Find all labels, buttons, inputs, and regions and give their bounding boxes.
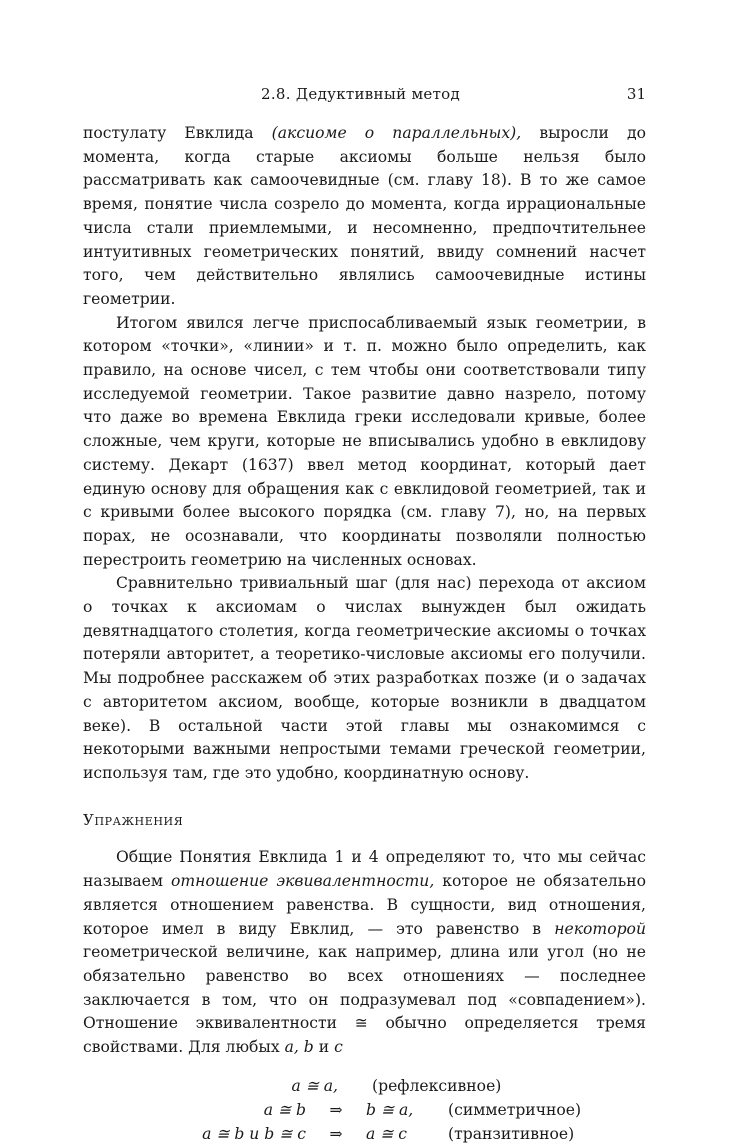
formula-symmetric-premise: a ≅ b (263, 1100, 306, 1119)
formula-transitive (83, 1122, 646, 1146)
exercise-text-3: геометрической величине, как например, длина или угол (но не обязательно равенство во всех отношениях — последнее заключается в том, что он подразумевал под «совпадением»). Отношение эквивалентности ≅ обычно определяется тремя свойствами. Для любых (83, 943, 646, 1057)
exercise-text-1: Общие Понятия Евклида 1 и 4 определяют то, что мы сейчас называем (83, 848, 646, 891)
formula-block (83, 1074, 646, 1146)
emphasis-some: некоторой (554, 919, 646, 938)
emphasis-equivalence-relation: отношение эквивалентности, (171, 872, 435, 891)
formula-transitive-label: (транзитивное) (448, 1124, 575, 1143)
formula-transitive-premise: a ≅ b и b ≅ c (202, 1124, 306, 1143)
implies-symbol: ⇒ (329, 1124, 343, 1143)
running-head (83, 82, 646, 108)
formula-reflexive-expression: a ≅ a, (291, 1076, 338, 1095)
exercise-paragraph (83, 846, 646, 1059)
formula-transitive-conclusion: a ≅ c (366, 1124, 408, 1143)
paragraph-2: Итогом явился легче приспосабливаемый язык геометрии, в котором «точки», «линии» и т. п. можно было определить, как правило, на основе чисел, с тем чтобы они соответствовали типу исследуемой геометрии. Такое развитие давно назрело, потому что даже во времена Евклида греки исследовали кривые, более сложные, чем круги, которые не вписывались удобно в евклидову систему. Декарт (1637) ввел метод координат, который дает единую основу для обращения как с евклидовой геометрией, так и с кривыми более высокого порядка (см. главу 7), но, на первых порах, не осознавали, что координаты позволяли полностью перестроить геометрию на численных основах. (83, 313, 646, 569)
formula-symmetric-label: (симметричное) (448, 1100, 582, 1119)
exercise-text-2: которое не обязательно является отношением равенства. В сущности, вид отношения, которое имел в виду Евклид, — это равенство в (83, 872, 646, 938)
formula-symmetric (83, 1098, 646, 1122)
page-number: 31 (626, 85, 646, 103)
section-heading-exercises: Упражнения (83, 810, 184, 829)
paragraph-1 (83, 122, 646, 312)
formula-reflexive-label: (рефлексивное) (372, 1076, 502, 1095)
math-vars-ab: a, b (284, 1038, 314, 1057)
formula-reflexive (83, 1074, 646, 1098)
formula-symmetric-conclusion: b ≅ a, (366, 1100, 414, 1119)
implies-symbol: ⇒ (329, 1100, 343, 1119)
running-title: 2.8. Дедуктивный метод (261, 85, 461, 103)
math-var-c: c (334, 1038, 343, 1057)
body-text (83, 122, 646, 1146)
exercise-text-4: и (313, 1038, 335, 1057)
paragraph-3: Сравнительно тривиальный шаг (для нас) перехода от аксиом о точках к аксиомам о числах вынужден был ожидать девятнадцатого столетия, когда геометрические аксиомы о точках потеряли авторитет, а теоретико-числовые аксиомы его получили. Мы подробнее расскажем об этих разработках позже (и о задачах с авторитетом аксиом, вообще, которые возникли в двадцатом веке). В остальной части этой главы мы ознакомимся с некоторыми важными непростыми темами греческой геометрии, используя там, где это удобно, координатную основу. (83, 574, 646, 782)
emphasis-parallel-axiom: (аксиоме о параллельных), (271, 124, 522, 142)
paragraph-1-text-a: постулату Евклида (83, 124, 272, 142)
paragraph-1-text-b: выросли до момента, когда старые аксиомы больше нельзя было рассматривать как самоочевидные (см. главу 18). В то же самое время, понятие числа созрело до момента, когда иррациональные числа стали приемлемыми, и несомненно, предпочтительнее интуитивных геометрических понятий, ввиду сомнений насчет того, чем действительно являлись самоочевидные истины геометрии. (83, 124, 647, 308)
page (83, 82, 646, 1146)
